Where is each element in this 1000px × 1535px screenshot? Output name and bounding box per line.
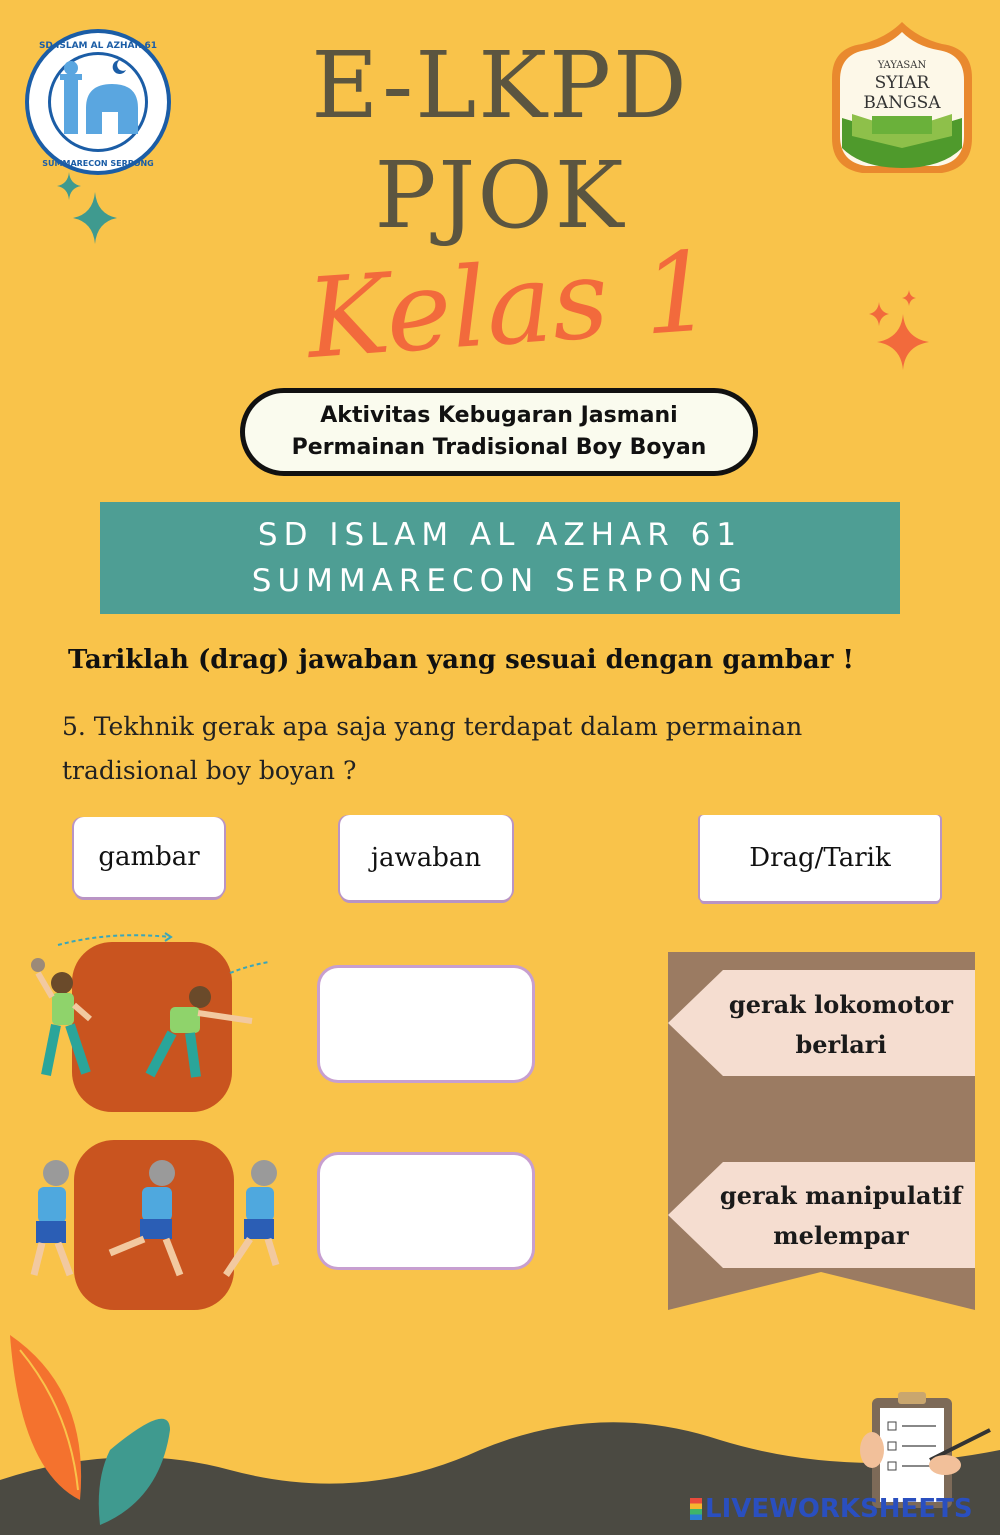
topic-line-1: Aktivitas Kebugaran Jasmani: [320, 403, 678, 428]
answer-tag-1[interactable]: [716, 985, 966, 1065]
page-title: E-LKPD: [311, 32, 689, 139]
logo-ring-top-text: SD ISLAM AL AZHAR 61: [38, 41, 158, 51]
school-name: SD ISLAM AL AZHAR 61: [257, 517, 743, 553]
answer-2-line-1: gerak manipulatif: [719, 1181, 963, 1210]
column-header-jawaban: jawaban: [340, 815, 512, 900]
school-logo-icon: [22, 26, 174, 178]
svg-text:YAYASAN: YAYASAN: [877, 60, 927, 71]
running-children-icon: [14, 1135, 304, 1320]
sparkle-orange-icon: [865, 290, 935, 372]
grade-script-title: Kelas 1: [302, 226, 718, 384]
school-banner: [100, 502, 900, 614]
question-text: [62, 705, 922, 793]
sparkle-teal-icon: [55, 172, 125, 247]
answer-1-line-2: berlari: [795, 1030, 887, 1059]
school-location: SUMMARECON SERPONG: [251, 563, 749, 599]
svg-text:BANGSA: BANGSA: [863, 93, 941, 113]
liveworksheets-brand: [690, 1494, 990, 1524]
page-subject: PJOK: [374, 142, 626, 249]
question-line-2: tradisional boy boyan ?: [62, 756, 357, 785]
column-header-drag: Drag/Tarik: [700, 815, 940, 901]
answer-2-line-2: melempar: [773, 1221, 909, 1250]
answer-drop-zone-1[interactable]: [320, 968, 532, 1080]
column-header-gambar: gambar: [74, 817, 224, 897]
throwing-children-icon: [20, 925, 270, 1125]
svg-text:SYIAR: SYIAR: [874, 73, 930, 93]
answer-drop-zone-2[interactable]: [320, 1155, 532, 1267]
topic-pill: [240, 388, 758, 476]
question-line-1: 5. Tekhnik gerak apa saja yang terdapat dalam permainan: [62, 712, 803, 741]
answer-1-line-1: gerak lokomotor: [728, 990, 954, 1019]
topic-line-2: Permainan Tradisional Boy Boyan: [291, 435, 707, 460]
foundation-logo-icon: [822, 18, 982, 183]
answer-tag-2[interactable]: [716, 1176, 966, 1256]
instruction-text: Tariklah (drag) jawaban yang sesuai dengan gambar !: [68, 645, 854, 675]
logo-ring-bottom-text: SUMMARECON SERPONG: [42, 159, 154, 168]
brand-logo-icon: [690, 1498, 702, 1520]
brand-text: LIVEWORKSHEETS: [705, 1494, 973, 1524]
